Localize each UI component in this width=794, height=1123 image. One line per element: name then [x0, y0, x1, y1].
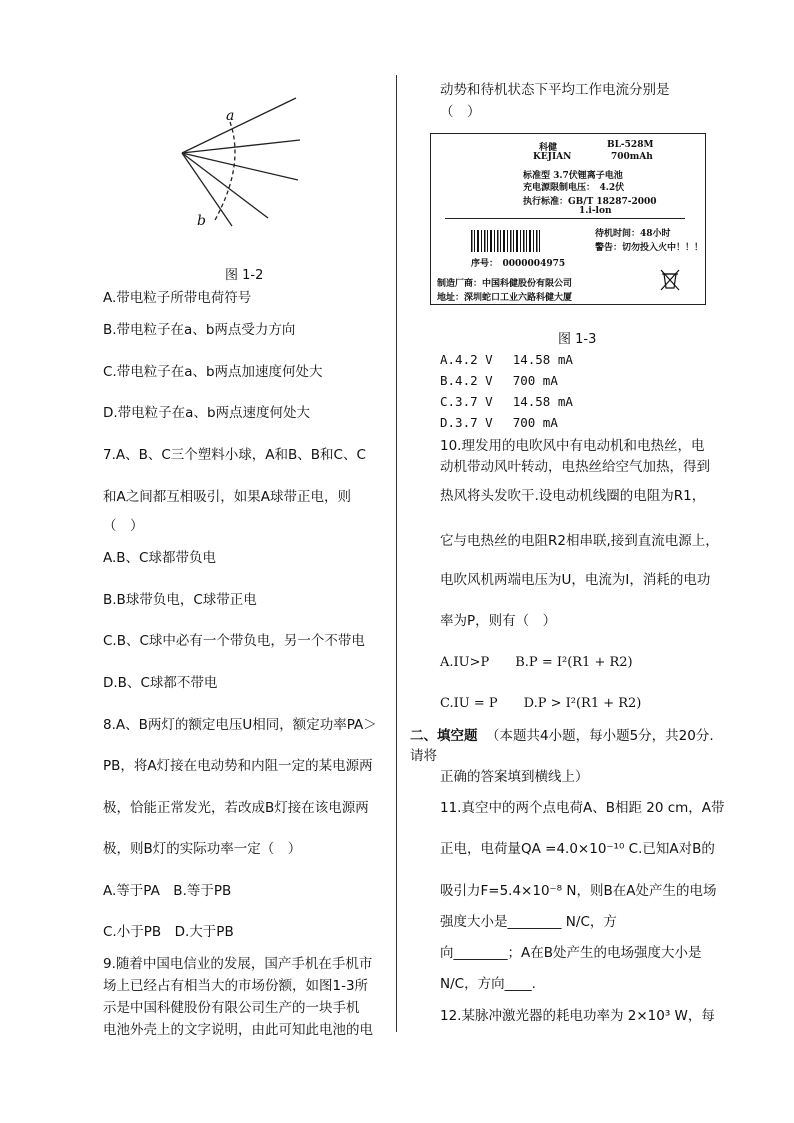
q8-stem-1: 8.A、B两灯的额定电压U相同，额定功率PA＞ — [103, 717, 377, 733]
battery-maker: 制造厂商：中国科健股份有限公司 — [437, 279, 573, 289]
figure-1-3-caption: 图 1-3 — [558, 332, 597, 347]
q9-stem-1: 9.随着中国电信业的发展，国产手机在手机市 — [103, 956, 373, 972]
q11-stem-4: 强度大小是________ N/C，方 — [440, 914, 617, 930]
q8-options-cd: C.小于PB D.大于PB — [103, 924, 234, 940]
battery-chem: 1.i-lon — [579, 206, 612, 216]
label-a: a — [226, 108, 235, 124]
barcode — [471, 230, 541, 252]
column-divider — [396, 75, 397, 1032]
battery-capacity: 700mAh — [611, 152, 653, 162]
q9-option-a: A.4.2 V 14.58 mA — [440, 352, 573, 367]
q9-option-c: C.3.7 V 14.58 mA — [440, 394, 573, 409]
q9-stem-5: 动势和待机状态下平均工作电流分别是 — [440, 82, 670, 98]
battery-divider — [445, 218, 685, 219]
battery-label — [430, 133, 706, 305]
q11-stem-6: N/C，方向____. — [440, 976, 536, 992]
battery-limit-voltage: 充电源限制电压： 4.2伏 — [523, 183, 625, 193]
q9-stem-3: 示是中国科健股份有限公司生产的一块手机 — [103, 1000, 360, 1016]
section-2-title: 二、填空题 — [410, 728, 478, 744]
q10-stem-1: 10.理发用的电吹风中有电动机和电热丝，电 — [440, 438, 705, 454]
q10-stem-3: 热风将头发吹干.设电动机线圈的电阻为R1， — [440, 488, 706, 504]
q6-option-b: B.带电粒子在a、b两点受力方向 — [103, 322, 296, 338]
q11-stem-3: 吸引力F=5.4×10⁻⁸ N，则B在A处产生的电场 — [440, 883, 717, 899]
q8-stem-3: 极，恰能正常发光，若改成B灯接在该电源两 — [103, 800, 369, 816]
q10-options-cd: C.IU = P D.P > I²(R1 + R2) — [440, 696, 642, 711]
section-2-desc-3: 正确的答案填到横线上） — [440, 769, 589, 785]
q7-option-d: D.B、C球都不带电 — [103, 675, 218, 691]
battery-standby: 待机时间：48小时 — [595, 229, 671, 239]
q11-stem-2: 正电，电荷量QA =4.0×10⁻¹⁰ C.已知A对B的 — [440, 841, 715, 857]
figure-1-2 — [170, 90, 310, 240]
battery-brand-en: KEJIAN — [533, 152, 572, 162]
section-2-desc-1: （本题共4小题，每小题5分，共20分. — [486, 728, 714, 744]
q7-stem-2: 和A之间都互相吸引，如果A球带正电，则 — [103, 489, 351, 505]
q9-option-b: B.4.2 V 700 mA — [440, 373, 558, 388]
q8-options-ab: A.等于PA B.等于PB — [103, 883, 232, 899]
q10-stem-2: 动机带动风叶转动，电热丝给空气加热，得到 — [440, 459, 710, 475]
q11-stem-5: 向________；A在B处产生的电场强度大小是 — [440, 945, 702, 961]
field-line-2 — [182, 140, 300, 153]
battery-address: 地址：深圳蛇口工业六路科健大厦 — [437, 293, 573, 303]
q9-stem-2: 场上已经占有相当大的市场份额，如图1-3所 — [103, 978, 369, 994]
battery-model: BL-528M — [607, 140, 654, 150]
q11-stem-1: 11.真空中的两个点电荷A、B相距 20 cm，A带 — [440, 800, 725, 816]
battery-brand-cn: 科健 — [539, 143, 558, 153]
q10-options-ab: A.IU>P B.P = I²(R1 + R2) — [440, 655, 633, 670]
q10-stem-4: 它与电热丝的电阻R2相串联,接到直流电源上， — [440, 533, 719, 549]
q10-stem-5: 电吹风机两端电压为U，电流为I，消耗的电功 — [440, 572, 711, 588]
field-line-1 — [182, 98, 296, 153]
q10-stem-6: 率为P，则有（ ） — [440, 613, 557, 629]
q9-paren: （ ） — [440, 104, 481, 120]
section-2-desc-2: 请将 — [410, 748, 437, 764]
q9-stem-4: 电池外壳上的文字说明，由此可知此电池的电 — [103, 1022, 373, 1038]
label-b: b — [197, 213, 206, 229]
q7-stem-1: 7.A、B、C三个塑料小球，A和B、B和C、C — [103, 447, 366, 463]
q7-option-c: C.B、C球中必有一个带负电，另一个不带电 — [103, 633, 365, 649]
q12-stem-1: 12.某脉冲激光器的耗电功率为 2×10³ W，每 — [440, 1008, 715, 1024]
q8-stem-2: PB，将A灯接在电动势和内阻一定的某电源两 — [103, 758, 373, 774]
battery-warning: 警告：切勿投入火中！！！ — [595, 243, 704, 253]
q7-option-b: B.B球带负电，C球带正电 — [103, 592, 257, 608]
battery-standard: 执行标准：GB/T 18287-2000 — [523, 197, 657, 207]
q6-option-d: D.带电粒子在a、b两点速度何处大 — [103, 405, 311, 421]
recycle-bin-icon — [659, 268, 681, 292]
battery-type: 标准型 3.7伏锂离子电池 — [523, 171, 623, 181]
q6-option-c: C.带电粒子在a、b两点加速度何处大 — [103, 364, 323, 380]
q7-option-a: A.B、C球都带负电 — [103, 550, 216, 566]
battery-serial: 序号： 0000004975 — [471, 259, 566, 269]
q9-option-d: D.3.7 V 700 mA — [440, 415, 558, 430]
q6-option-a: A.带电粒子所带电荷符号 — [103, 290, 252, 306]
field-line-5 — [182, 153, 232, 226]
figure-1-2-caption: 图 1-2 — [225, 268, 264, 283]
q7-paren: （ ） — [103, 518, 144, 534]
q8-stem-4: 极，则B灯的实际功率一定（ ） — [103, 841, 302, 857]
